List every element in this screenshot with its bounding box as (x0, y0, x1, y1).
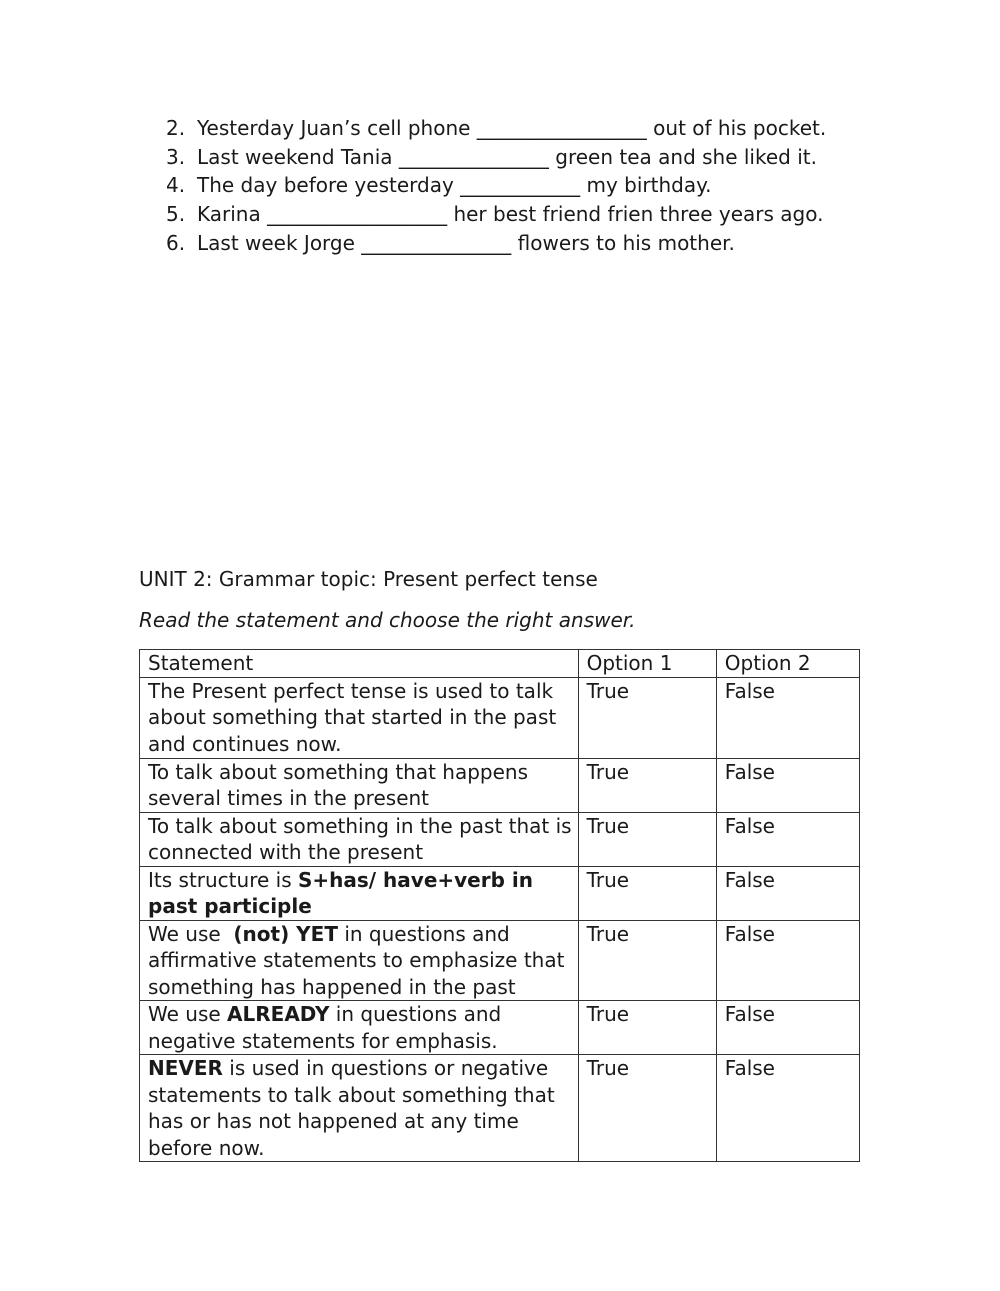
statement-cell: To talk about something in the past that is connected with the present (140, 812, 579, 866)
option-2-cell: False (716, 677, 859, 758)
instruction-text: Read the statement and choose the right answer. (139, 608, 636, 632)
option-1-cell: True (578, 812, 716, 866)
item-number: 3. (166, 144, 186, 169)
statement-text: Its structure is (148, 867, 298, 892)
item-sentence: Last weekend Tania _______________ green tea and she liked it. (197, 144, 817, 169)
option-2-cell: False (716, 812, 859, 866)
statement-bold-text: S+has/ have+verb in past participle (148, 867, 533, 918)
item-sentence: Yesterday Juan’s cell phone _________________ out of his pocket. (197, 116, 827, 140)
exercise-item-3 (166, 143, 846, 172)
table-header-row (140, 650, 860, 678)
item-number: 2. (166, 116, 186, 140)
unit-heading: UNIT 2: Grammar topic: Present perfect tense (139, 567, 598, 591)
statement-bold-text: NEVER (148, 1056, 223, 1080)
option-1-cell: True (578, 758, 716, 812)
table-row (140, 920, 860, 1001)
table-row (140, 1055, 860, 1162)
statement-cell (140, 920, 579, 1001)
item-number: 5. (166, 202, 186, 227)
option-2-cell: False (716, 758, 859, 812)
option-1-cell: True (578, 920, 716, 1001)
table-row (140, 866, 860, 920)
option-1-cell: True (578, 866, 716, 920)
item-number: 4. (166, 173, 186, 198)
option-1-cell: True (578, 1055, 716, 1162)
table-row (140, 758, 860, 812)
statement-text: We use (148, 1002, 228, 1026)
table-row (140, 677, 860, 758)
item-sentence: Karina __________________ her best friend frien three years ago. (197, 202, 824, 227)
statement-text: is used in questions or negative statements to talk about something that has or has not happened at any time before now. (148, 1056, 555, 1160)
statement-cell: To talk about something that happens several times in the present (140, 758, 579, 812)
statement-text: We use (148, 921, 234, 946)
true-false-table (139, 649, 860, 1162)
fill-in-blank-exercise (166, 114, 846, 258)
option-2-cell: False (716, 920, 859, 1001)
exercise-item-2 (166, 114, 846, 143)
exercise-item-4 (166, 171, 846, 200)
statement-cell: The Present perfect tense is used to talk about something that started in the past and continues now. (140, 677, 579, 758)
exercise-item-5 (166, 200, 846, 229)
option-1-cell: True (578, 677, 716, 758)
option-2-cell: False (716, 1001, 859, 1055)
item-sentence: Last week Jorge _______________ flowers to his mother. (197, 230, 735, 255)
exercise-item-6 (166, 229, 846, 258)
statement-bold-text: (not) YET (233, 921, 338, 946)
statement-text: in questions and negative statements for emphasis. (148, 1002, 502, 1053)
statement-cell (140, 1055, 579, 1162)
option-1-cell: True (578, 1001, 716, 1055)
statement-bold-text: ALREADY (227, 1002, 330, 1026)
option-2-cell: False (716, 866, 859, 920)
option-2-cell: False (716, 1055, 859, 1162)
item-number: 6. (166, 230, 186, 255)
header-option-2: Option 2 (716, 650, 859, 678)
table-row (140, 812, 860, 866)
item-sentence: The day before yesterday ____________ my birthday. (197, 173, 712, 198)
table-row (140, 1001, 860, 1055)
statement-cell (140, 866, 579, 920)
statement-text: in questions and affirmative statements to emphasize that something has happened in the past (148, 921, 565, 999)
statement-cell (140, 1001, 579, 1055)
header-statement: Statement (140, 650, 579, 678)
header-option-1: Option 1 (578, 650, 716, 678)
